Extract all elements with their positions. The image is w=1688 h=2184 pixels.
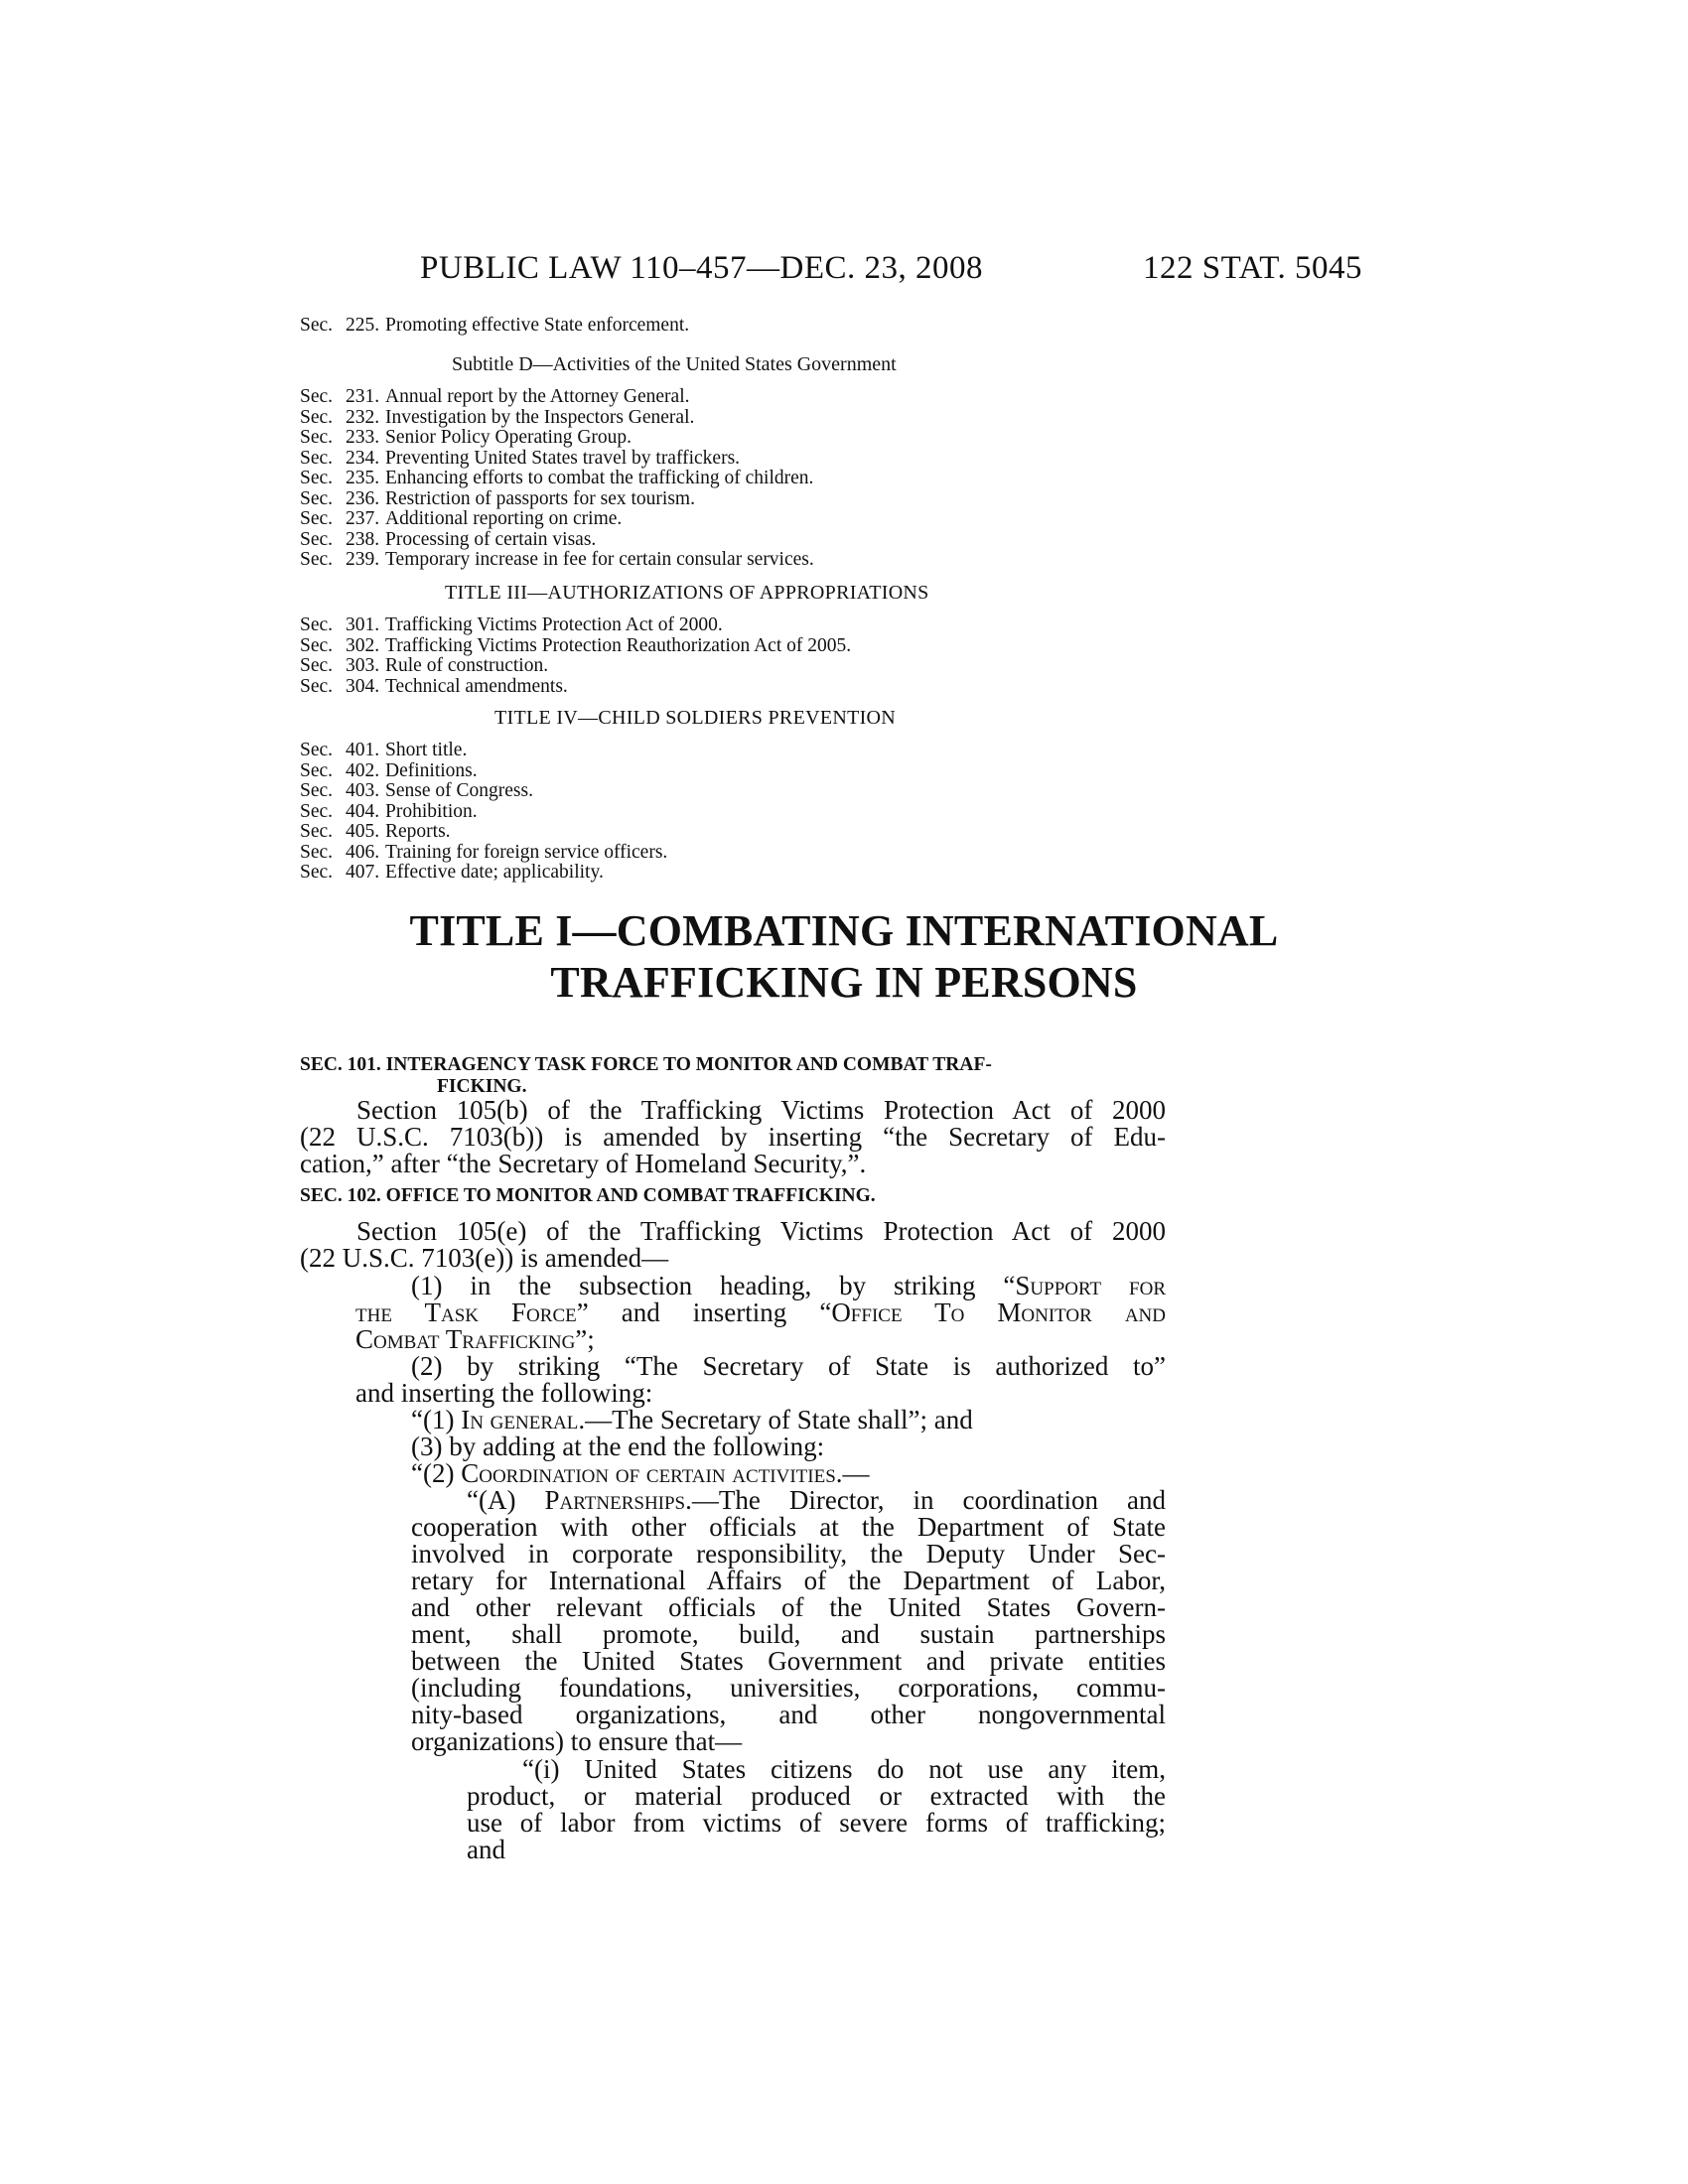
toc-item: Sec. 236. Restriction of passports for sex tourism. <box>300 487 695 509</box>
sec-101-heading: SEC. 101. INTERAGENCY TASK FORCE TO MONITOR AND COMBAT TRAF- FICKING. <box>300 1054 992 1097</box>
toc-item: Sec. 301. Trafficking Victims Protection Act of 2000. <box>300 614 723 635</box>
toc-item: Sec. 302. Trafficking Victims Protection Reauthorization Act of 2005. <box>300 634 852 656</box>
toc-subtitle-d-heading: Subtitle D—Activities of the United States Government <box>452 353 897 375</box>
toc-item: Sec. 239. Temporary increase in fee for certain consular services. <box>300 549 814 570</box>
toc-item: Sec. 238. Processing of certain visas. <box>300 528 597 550</box>
toc-item: Sec. 232. Investigation by the Inspectors General. <box>300 406 695 428</box>
toc-item: Sec. 237. Additional reporting on crime. <box>300 508 623 529</box>
sec-102-item-3: (3) by adding at the end the following: <box>411 1432 825 1461</box>
toc-item: Sec. 303. Rule of construction. <box>300 655 549 676</box>
toc-item: Sec. 406. Training for foreign service officers. <box>300 841 668 863</box>
toc-item: Sec. 304. Technical amendments. <box>300 675 568 697</box>
toc-item: Sec. 404. Prohibition. <box>300 800 478 822</box>
sec-101-body: Section 105(b) of the Trafficking Victims Protection Act of 2000 (22 U.S.C. 7103(b)) is amended by inserting “the Secretary of Edu- cation,” after “the Secretary of Homeland Security,”. <box>300 1095 1166 1178</box>
toc-item: Sec. 233. Senior Policy Operating Group. <box>300 427 633 448</box>
page-number: 122 STAT. 5045 <box>1142 250 1362 286</box>
main-title <box>298 905 1390 1009</box>
toc-item: Sec. 235. Enhancing efforts to combat the trafficking of children. <box>300 468 814 488</box>
main-title-line-2: TRAFFICKING IN PERSONS <box>550 958 1138 1007</box>
toc-item: Sec. 231. Annual report by the Attorney General. <box>300 386 690 407</box>
toc-item: Sec. 234. Preventing United States travel by traffickers. <box>300 447 741 469</box>
sec-102-item-2: (2) by striking “The Secretary of State is authorized to” and inserting the following: <box>355 1351 1166 1408</box>
toc-item: Sec. 403. Sense of Congress. <box>300 780 533 801</box>
toc-block-title-iv <box>300 741 1194 884</box>
toc-block-top <box>300 316 1194 337</box>
sec-102-in-general: “(1) In general.—The Secretary of State shall”; and <box>411 1405 973 1434</box>
toc-item: Sec. 407. Effective date; applicability. <box>300 862 604 883</box>
sec-102-partnerships: “(A) Partnerships.—The Director, in coordination and cooperation with other officials at the Department of State involved in corporate responsibility, the Deputy Under Sec- retary for International Affairs of the Department of Labor, and other relevant officials of the United States Govern- ment, shall promote, build, and sustain partnerships between the United States Government and private entities (including foundations, universities, corporations, commu- nity-based organizations, and other nongovernmental organizations) to ensure that— <box>411 1485 1167 1756</box>
toc-title-iii-heading: TITLE III—AUTHORIZATIONS OF APPROPRIATIONS <box>445 582 929 604</box>
toc-title-iv-heading: TITLE IV—CHILD SOLDIERS PREVENTION <box>494 707 897 729</box>
toc-item: Sec. 225. Promoting effective State enforcement. <box>300 315 690 336</box>
toc-item: Sec. 402. Definitions. <box>300 759 478 781</box>
sec-102-coordination-heading: “(2) Coordination of certain activities.— <box>411 1458 870 1488</box>
main-title-line-1: TITLE I—COMBATING INTERNATIONAL <box>409 906 1279 955</box>
toc-block-subtitle-d <box>300 387 1194 571</box>
toc-item: Sec. 401. Short title. <box>300 740 468 760</box>
running-head <box>298 250 1362 290</box>
running-head-title: PUBLIC LAW 110–457—DEC. 23, 2008 <box>420 250 984 286</box>
sec-102-heading: SEC. 102. OFFICE TO MONITOR AND COMBAT TRAFFICKING. <box>300 1185 876 1206</box>
toc-block-title-iii <box>300 615 1194 697</box>
toc-item: Sec. 405. Reports. <box>300 821 451 842</box>
sec-102-item-1: (1) in the subsection heading, by striking “Support for the Task Force” and inserting “Office To Monitor and Combat Trafficking”; <box>355 1271 1167 1354</box>
sec-102-intro: Section 105(e) of the Trafficking Victims Protection Act of 2000 (22 U.S.C. 7103(e)) is amended— <box>300 1216 1166 1273</box>
sec-102-clause-i: “(i) United States citizens do not use any item, product, or material produced or extracted with the use of labor from victims of severe forms of trafficking; and <box>467 1754 1166 1864</box>
